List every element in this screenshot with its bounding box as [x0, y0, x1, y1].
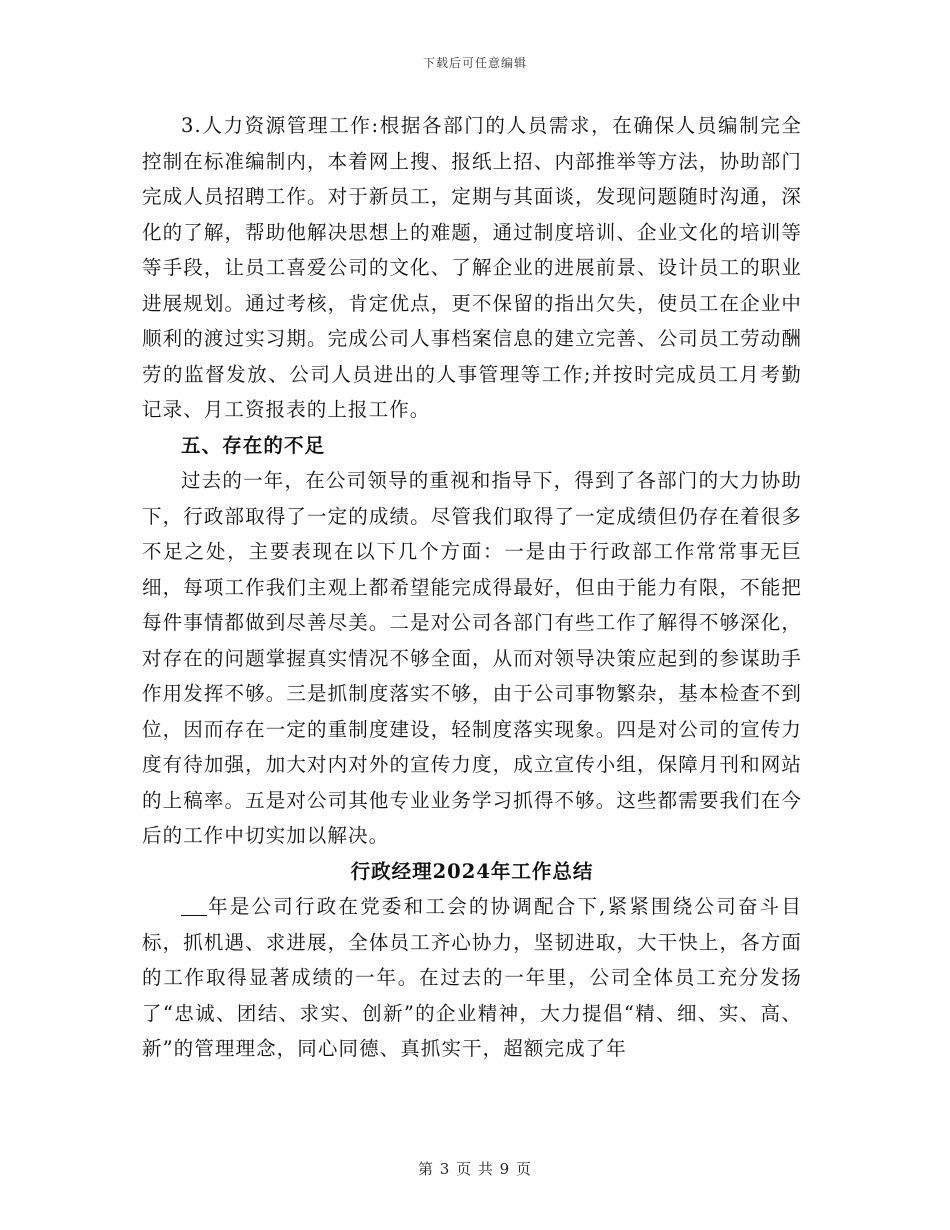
page-header: 下载后可任意编辑 — [422, 56, 527, 70]
shortcomings-paragraph: 过去的一年，在公司领导的重视和指导下，得到了各部门的大力协助下，行政部取得了一定的成绩。尽管我们取得了一定成绩但仍存在着很多不足之处，主要表现在以下几个方面：一是由于行政部工作常常事无巨细，每项工作我们主观上都希望能完成得最好，但由于能力有限，不能把每件事情都做到尽善尽美。二是对公司各部门有些工作了解得不够深化，对存在的问题掌握真实情况不够全面，从而对领导决策应起到的参谋助手作用发挥不够。三是抓制度落实不够，由于公司事物繁杂，基本检查不到位，因而存在一定的重制度建设，轻制度落实现象。四是对公司的宣传力度有待加强，加大对内对外的宣传力度，成立宣传小组，保障月刊和网站的上稿率。五是对公司其他专业业务学习抓得不够。这些都需要我们在今后的工作中切实加以解决。 — [142, 469, 802, 847]
summary-intro-paragraph — [142, 889, 802, 1067]
page-number: 第 3 页 共 9 页 — [418, 1160, 532, 1178]
document-body — [142, 108, 802, 1067]
shortcomings-heading: 五、存在的不足 — [181, 433, 326, 457]
hr-management-paragraph: 3.人力资源管理工作:根据各部门的人员需求，在确保人员编制完全控制在标准编制内，本着网上搜、报纸上招、内部推举等方法，协助部门完成人员招聘工作。对于新员工，定期与其面谈，发现问题随时沟通，深化的了解，帮助他解决思想上的难题，通过制度培训、企业文化的培训等等手段，让员工喜爱公司的文化、了解企业的进展前景、设计员工的职业进展规划。通过考核，肯定优点，更不保留的指出欠失，使员工在企业中顺利的渡过实习期。完成公司人事档案信息的建立完善、公司员工劳动酬劳的监督发放、公司人员进出的人事管理等工作;并按时完成员工月考勤记录、月工资报表的上报工作。 — [142, 114, 802, 421]
fill-in-blank — [181, 896, 207, 917]
summary-intro-text: 年是公司行政在党委和工会的协调配合下,紧紧围绕公司奋斗目标，抓机遇、求进展，全体员工齐心协力，坚韧进取，大干快上，各方面的工作取得显著成绩的一年。在过去的一年里，公司全体员工充分发扬了“忠诚、团结、求实、创新”的企业精神，大力提倡“精、细、实、高、新”的管理理念，同心同德、真抓实干，超额完成了年 — [142, 895, 802, 1060]
document-title: 行政经理2024年工作总结 — [350, 859, 594, 883]
